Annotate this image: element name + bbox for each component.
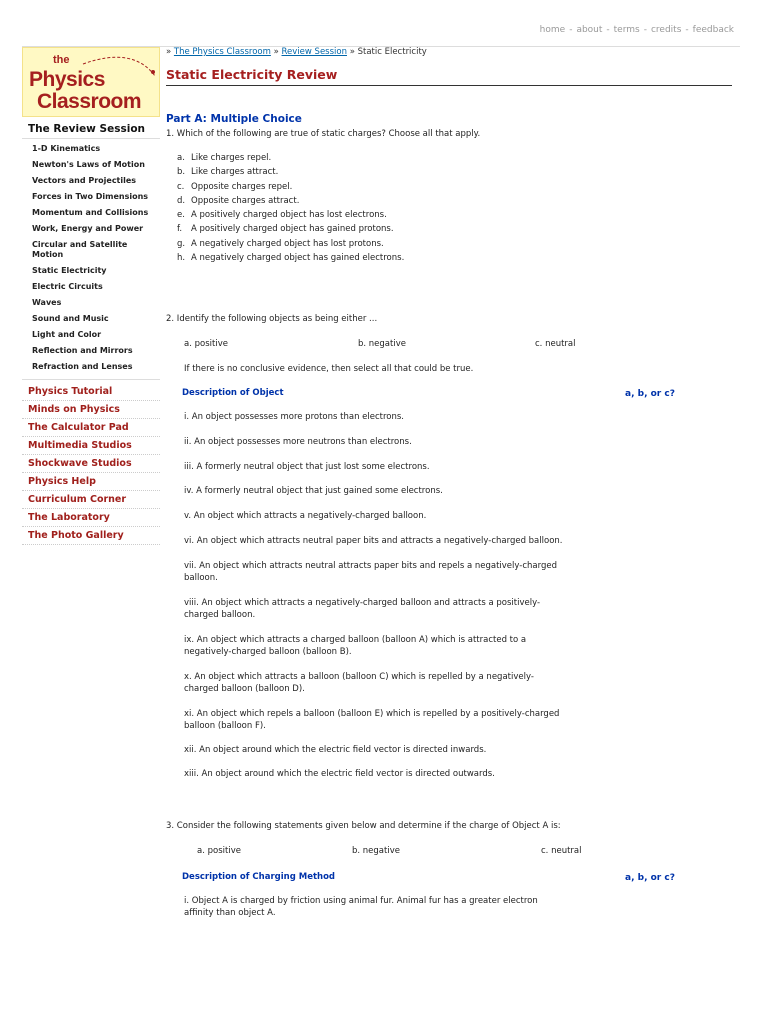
option-h[interactable]: h. A negatively charged object has gained electrons.: [177, 253, 405, 264]
sidebar-item-forces-2d[interactable]: Forces in Two Dimensions: [32, 192, 149, 201]
choice-negative: b. negative: [352, 846, 400, 857]
review-session-heading[interactable]: The Review Session: [22, 123, 160, 139]
sidebar-item-newtons-laws[interactable]: Newton's Laws of Motion: [32, 160, 145, 169]
question-2-choices: [166, 339, 738, 351]
object-item: ix. An object which attracts a charged balloon (balloon A) which is attracted to a negatively-charged balloon (balloon B).: [184, 635, 527, 658]
sidebar-item-sound-music[interactable]: Sound and Music: [32, 314, 109, 323]
question-2-items: [184, 411, 564, 780]
breadcrumb-separator: »: [273, 47, 279, 57]
question-2-table-header: [166, 388, 738, 402]
object-item: v. An object which attracts a negatively-charged balloon.: [184, 511, 427, 522]
question-3-items: [184, 895, 564, 919]
link-physics-help[interactable]: Physics Help: [22, 473, 160, 491]
option-a[interactable]: a. Like charges repel.: [177, 153, 272, 163]
object-item: iii. A formerly neutral object that just lost some electrons.: [184, 462, 430, 473]
choice-neutral: c. neutral: [541, 846, 582, 857]
nav-separator: -: [569, 25, 573, 35]
charging-method-item: i. Object A is charged by friction using animal fur. Animal fur has a greater electron affinity than object A.: [184, 896, 538, 919]
nav-home-link[interactable]: home: [539, 25, 566, 35]
question-2-text: 2. Identify the following objects as being either ...: [166, 314, 378, 325]
option-g[interactable]: g. A negatively charged object has lost protons.: [177, 238, 384, 249]
object-item: i. An object possesses more protons than electrons.: [184, 412, 405, 423]
sidebar-item-circular-motion[interactable]: Circular and Satellite Motion: [32, 240, 128, 259]
main-links-list: [22, 383, 160, 545]
sidebar-item-momentum[interactable]: Momentum and Collisions: [32, 208, 149, 217]
top-nav: [540, 25, 734, 35]
part-a-heading: Part A: Multiple Choice: [166, 113, 302, 125]
breadcrumb-prefix: »: [166, 47, 172, 57]
sidebar-item-vectors[interactable]: Vectors and Projectiles: [32, 176, 137, 185]
object-item: xi. An object which repels a balloon (balloon E) which is repelled by a positively-charged balloon (balloon F).: [184, 709, 560, 732]
main-content: [166, 47, 738, 919]
option-b[interactable]: b. Like charges attract.: [177, 167, 279, 178]
logo-physics: Physics: [29, 68, 105, 91]
nav-separator: -: [685, 25, 689, 35]
link-shockwave-studios[interactable]: Shockwave Studios: [22, 455, 160, 473]
link-physics-tutorial[interactable]: Physics Tutorial: [22, 383, 160, 401]
object-item: ii. An object possesses more neutrons than electrons.: [184, 437, 412, 448]
sidebar-item-light-color[interactable]: Light and Color: [32, 330, 102, 339]
breadcrumb: [166, 47, 738, 57]
description-header: Description of Object: [182, 388, 284, 399]
sidebar: [22, 47, 160, 545]
sidebar-item-static-electricity[interactable]: Static Electricity: [32, 266, 107, 275]
object-item: viii. An object which attracts a negatively-charged balloon and attracts a positively-charged balloon.: [184, 598, 541, 621]
link-calculator-pad[interactable]: The Calculator Pad: [22, 419, 160, 437]
nav-terms-link[interactable]: terms: [613, 25, 640, 35]
sidebar-item-work-energy[interactable]: Work, Energy and Power: [32, 224, 144, 233]
breadcrumb-current: » Static Electricity: [349, 47, 427, 57]
object-item: iv. A formerly neutral object that just gained some electrons.: [184, 486, 443, 497]
sidebar-item-waves[interactable]: Waves: [32, 298, 62, 307]
question-1-text: 1. Which of the following are true of static charges? Choose all that apply.: [166, 129, 481, 139]
answer-header: a, b, or c?: [625, 873, 675, 884]
page-title: Static Electricity Review: [166, 67, 732, 86]
question-3-choices: [166, 846, 738, 858]
choice-negative: b. negative: [358, 339, 406, 350]
object-item: x. An object which attracts a balloon (balloon C) which is repelled by a negatively-charged balloon (balloon D).: [184, 672, 534, 695]
option-f[interactable]: f. A positively charged object has gained protons.: [177, 224, 394, 235]
option-e[interactable]: e. A positively charged object has lost electrons.: [177, 210, 387, 221]
object-item: vii. An object which attracts neutral attracts paper bits and repels a negatively-charged balloon.: [184, 561, 557, 584]
link-minds-on-physics[interactable]: Minds on Physics: [22, 401, 160, 419]
nav-about-link[interactable]: about: [576, 25, 603, 35]
breadcrumb-review-session-link[interactable]: Review Session: [281, 47, 347, 57]
description-header: Description of Charging Method: [182, 872, 336, 883]
sidebar-item-refraction[interactable]: Refraction and Lenses: [32, 362, 133, 371]
option-c[interactable]: c. Opposite charges repel.: [177, 181, 293, 192]
object-item: xiii. An object around which the electric field vector is directed outwards.: [184, 769, 495, 780]
nav-credits-link[interactable]: credits: [650, 25, 682, 35]
sidebar-divider: [22, 379, 160, 380]
option-d[interactable]: d. Opposite charges attract.: [177, 195, 300, 206]
question-3-table-header: [166, 872, 738, 886]
logo-the: the: [53, 54, 70, 66]
sidebar-item-kinematics[interactable]: 1-D Kinematics: [32, 144, 101, 153]
breadcrumb-physics-classroom-link[interactable]: The Physics Classroom: [173, 47, 271, 57]
link-curriculum-corner[interactable]: Curriculum Corner: [22, 491, 160, 509]
link-laboratory[interactable]: The Laboratory: [22, 509, 160, 527]
question-2-hint: If there is no conclusive evidence, then select all that could be true.: [184, 364, 474, 375]
question-3-text: 3. Consider the following statements given below and determine if the charge of Object A is:: [166, 821, 561, 832]
nav-feedback-link[interactable]: feedback: [692, 25, 734, 35]
logo-classroom: Classroom: [37, 90, 142, 113]
question-1-options: [177, 151, 738, 265]
object-item: vi. An object which attracts neutral paper bits and attracts a negatively-charged balloon.: [184, 536, 563, 547]
choice-positive: a. positive: [184, 339, 228, 350]
answer-header: a, b, or c?: [625, 389, 675, 400]
choice-positive: a. positive: [197, 846, 241, 857]
link-photo-gallery[interactable]: The Photo Gallery: [22, 527, 160, 545]
site-logo[interactable]: [22, 47, 160, 117]
review-topics-list: [22, 141, 160, 375]
sidebar-item-reflection[interactable]: Reflection and Mirrors: [32, 346, 133, 355]
link-multimedia-studios[interactable]: Multimedia Studios: [22, 437, 160, 455]
nav-separator: -: [606, 25, 610, 35]
object-item: xii. An object around which the electric field vector is directed inwards.: [184, 745, 487, 756]
choice-neutral: c. neutral: [535, 339, 576, 350]
nav-separator: -: [643, 25, 647, 35]
sidebar-item-electric-circuits[interactable]: Electric Circuits: [32, 282, 103, 291]
